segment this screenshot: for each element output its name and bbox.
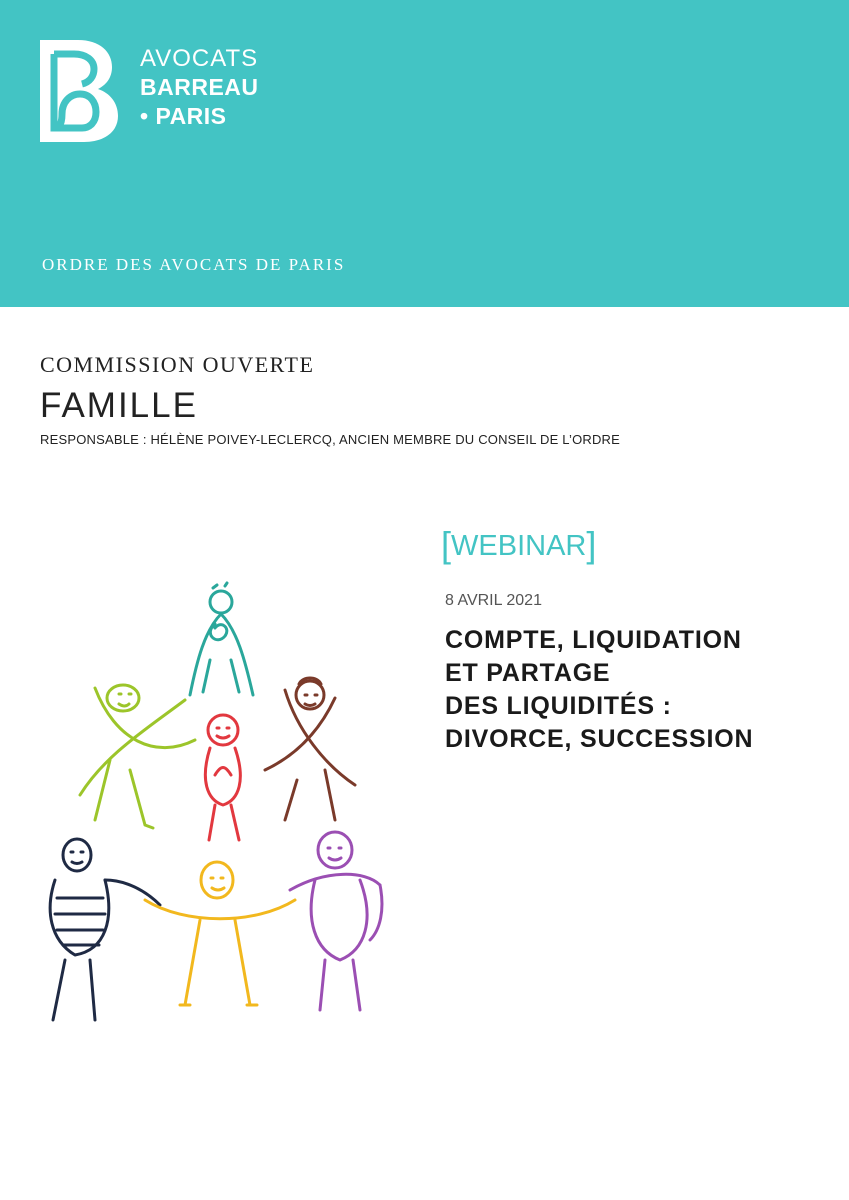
figure-navy xyxy=(50,839,160,1020)
header-banner xyxy=(0,0,849,307)
figure-red xyxy=(205,715,240,840)
commission-name: FAMILLE xyxy=(40,386,198,425)
event-title xyxy=(445,624,835,756)
event-title-line: ET PARTAGE xyxy=(445,659,611,687)
figure-yellow xyxy=(145,862,295,1005)
commission-label: COMMISSION OUVERTE xyxy=(40,352,315,377)
event-date: 8 AVRIL 2021 xyxy=(445,592,542,609)
logo-wordmark xyxy=(140,44,259,131)
barreau-logo-icon xyxy=(40,40,118,142)
header-subtitle: ORDRE DES AVOCATS DE PARIS xyxy=(42,255,346,274)
logo-line-barreau: BARREAU xyxy=(140,74,259,100)
event-type-badge: [WEBINAR] xyxy=(441,524,597,565)
commission-responsable: RESPONSABLE : HÉLÈNE POIVEY-LECLERCQ, ANCIEN MEMBRE DU CONSEIL DE L’ORDRE xyxy=(40,432,621,447)
event-title-line: COMPTE, LIQUIDATION xyxy=(445,626,742,654)
figure-brown xyxy=(265,678,355,820)
family-figures-illustration-icon xyxy=(35,580,405,1030)
event-title-line: DES LIQUIDITÉS : xyxy=(445,692,672,720)
figure-teal xyxy=(190,583,253,695)
figure-green xyxy=(80,685,195,828)
logo-line-avocats: AVOCATS xyxy=(140,45,259,72)
event-type-label: WEBINAR xyxy=(451,530,587,562)
event-title-line: DIVORCE, SUCCESSION xyxy=(445,725,754,753)
logo-line-paris: • PARIS xyxy=(140,103,227,129)
figure-purple xyxy=(290,832,382,1010)
